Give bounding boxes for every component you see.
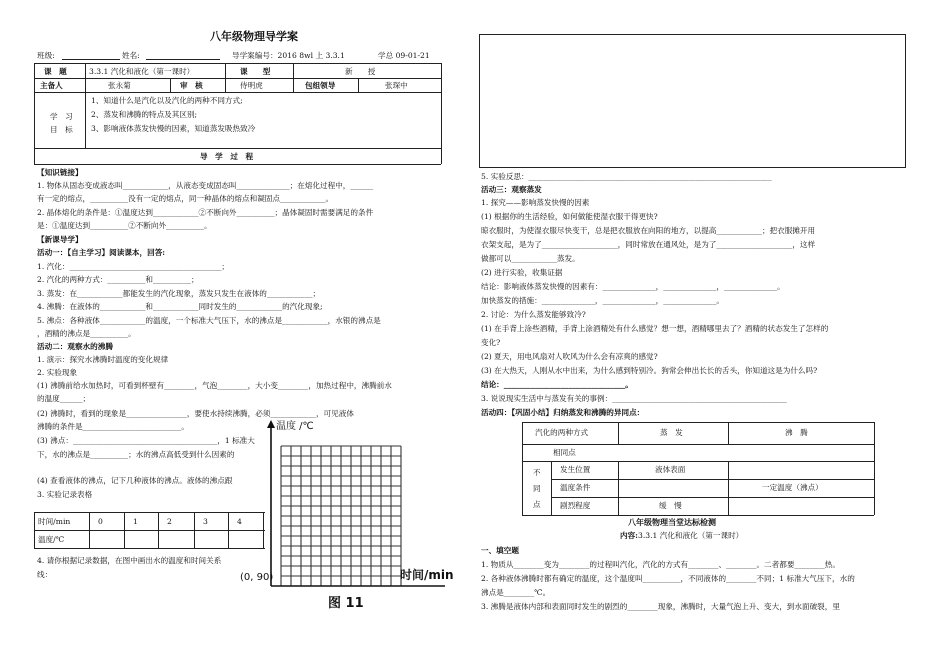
doc-code: 导学案编号：2016 8wl 上 3.3.1 [232,51,345,60]
test-subtitle-label: 内容: [620,531,638,540]
process-heading: 导 学 过 程 [200,152,254,161]
body-line: (1) 在手背上涂些酒精，手背上涂酒精处有什么感觉？想一想，酒精哪里去了？酒精的状态发生了怎样的 [481,324,829,333]
review-value: 侍明虎 [240,81,263,90]
graph-caption: 图 11 [328,596,364,611]
body-line: 的温度______； [37,394,91,403]
body-line: 1. 汽化：________________________________________； [37,262,229,271]
body-line: 1. 探究——影响蒸发快慢的因素 [481,198,590,207]
compare-diff-3: 点 [533,500,541,509]
body-line: 2. 晶体熔化的条件是：①温度达到____________②不断向外__________；晶体凝固时需要满足的条件 [37,208,374,217]
graph-x-label: 时间/min [400,568,454,582]
test-line: 沸点是________℃。 [481,588,551,597]
compare-same: 相同点 [553,448,576,457]
goal-1: 1、知道什么是汽化以及汽化的两种不同方式; [91,96,243,105]
time-cell: 2 [167,517,172,526]
goal-3: 3、影响液体蒸发快慢的因素，知道蒸发吸热致冷 [91,124,256,133]
topic-value: 3.3.1 汽化和液化（第一课时） [89,67,195,76]
graph-y-label: 温度 /℃ [276,421,314,432]
test-subtitle-value: 3.3.1 汽化和液化（第一课时） [638,531,744,540]
body-line: 结论：影响液体蒸发快慢的因素有：______________，______________，______________。 [481,282,785,291]
leader-value: 张琛中 [385,81,408,90]
name-field[interactable] [146,52,220,60]
body-line: 3. 说说现实生活中与蒸发有关的事例：______________________________________________ [481,394,787,403]
body-line: (3) 在大热天，人刚从水中出来，为什么感到特别冷。狗常会伸出长长的舌头，你知道这是为什么吗? [481,366,818,375]
compare-header-1: 汽化的两种方式 [535,428,589,437]
body-line: 衣架支起，是为了____________________，同时常放在通风处，是为了____________________，这样 [481,240,816,249]
body-line: 5. 沸点：各种液体____________的温度，一个标准大气压下，水的沸点是____________，水银的沸点是 [37,316,381,325]
leader-label: 包组领导 [305,81,336,90]
fill-section-heading: 一、填空题 [481,546,519,555]
goals-label-2: 目 标 [50,125,73,134]
name-label: 姓名: [122,51,140,60]
type-label: 课 型 [240,67,271,76]
body-line: 3. 蒸发：在____________都能发生的汽化现象，蒸发只发生在液体的____________； [37,289,321,298]
goal-2: 2、蒸发和沸腾的特点及其区别; [91,110,198,119]
body-line: 做都可以____________蒸发。 [481,254,580,263]
page-title: 八年级物理导学案 [210,30,298,43]
body-line: (2) 进行实验，收集证据 [481,268,563,277]
table-time-label: 时间/min [38,517,71,526]
type-value: 新 授 [345,67,376,76]
activity-1-heading: 活动一：【自主学习】阅读课本，回答: [37,248,166,257]
body-line: 有一定的熔点，__________没有一定的熔点，同一种晶体的熔点和凝固点____________。 [37,194,334,203]
compare-diff-1: 不 [533,468,541,477]
table-temp-label: 温度/℃ [38,535,65,544]
body-line: (4) 查看液体的沸点，记下几种液体的沸点。液体的沸点跟 [37,476,233,485]
class-field[interactable] [62,52,120,60]
conclusion-line: 结论：________________________________。 [481,380,633,389]
test-title: 八年级物理当堂达标检测 [628,517,716,527]
time-cell: 1 [133,517,138,526]
reflection-box [479,34,906,168]
class-label: 班级: [37,51,55,60]
body-line: 5. 实验反思：________________________________________________________________ [481,172,772,181]
compare-cell: 缓 慢 [659,501,682,510]
body-line: 是：①温度达到__________②不断向外__________。 [37,221,212,230]
time-cell: 4 [237,517,242,526]
compare-row-label: 剧烈程度 [560,501,591,510]
body-line: 加快蒸发的措施：______________，______________，______________。 [481,296,724,305]
author-label: 主备人 [40,81,63,90]
test-subtitle [620,531,743,540]
body-line: 下，水的沸点是__________；水的沸点高低受到什么因素的 [37,450,235,459]
body-line: 2. 实验现象 [37,368,78,377]
activity-3-heading: 活动三：观察蒸发 [481,185,542,194]
doc-total: 学总 09-01-21 [378,51,430,60]
body-line: 沸腾的条件是__________________________。 [37,422,189,431]
body-line: (3) 沸点：______________________________________，1 标准大 [37,436,255,445]
body-line: 2. 讨论：为什么蒸发能够致冷? [481,310,586,319]
body-line: 2. 汽化的两种方式：__________和__________； [37,275,199,284]
time-cell: 3 [203,517,208,526]
compare-cell: 液体表面 [655,465,686,474]
body-line: ，酒精的沸点是__________。 [37,329,136,338]
new-lesson-heading: 【新课导学】 [37,235,83,244]
compare-cell: 一定温度（沸点） [762,483,823,492]
compare-row-label: 温度条件 [560,483,591,492]
time-cell: 0 [98,517,103,526]
body-line: (1) 根据你的生活经验，如何做能使湿衣服干得更快? [481,212,658,221]
body-line: 变化? [481,338,501,347]
goals-label-1: 学 习 [50,112,73,121]
body-line: 4. 沸腾：在液体的____________和____________同时发生的____________的汽化现象; [37,302,323,311]
compare-header-3: 沸 腾 [785,428,808,437]
body-line: (1) 沸腾前给水加热时，可看到杯壁有________，气泡________，大小变________，加热过程中，沸腾前水 [37,381,392,390]
graph-origin: (0, 90) [240,572,274,583]
body-line: 1. 演示：探究水沸腾时温度的变化规律 [37,355,169,364]
compare-diff-2: 同 [533,484,541,493]
compare-row-label: 发生位置 [560,465,591,474]
topic-label: 课 题 [44,67,67,76]
body-line: 线： [37,570,53,579]
knowledge-link-heading: 【知识链接】 [37,168,83,177]
body-line: 1. 物体从固态变成液态叫____________，从液态变成固态叫______________；在熔化过程中，______ [37,181,374,190]
test-line: 3. 沸腾是液体内部和表面同时发生的剧烈的________现象，沸腾时，大量气泡上升、变大，到水面破裂，里 [481,602,840,611]
test-line: 1. 物质从________变为________的过程叫汽化，汽化的方式有________、________。二者都要________热。 [481,560,840,569]
body-line: 3. 实验记录表格 [37,490,93,499]
body-line: (2) 夏天，用电风扇对人吹风为什么会有凉爽的感觉? [481,352,658,361]
compare-header-2: 蒸 发 [660,428,683,437]
author-value: 张永菊 [108,81,131,90]
activity-4-heading: 活动四：【巩固小结】归纳蒸发和沸腾的异同点： [481,408,645,417]
review-label: 审 核 [180,81,203,90]
body-line: 晾衣服时，为使湿衣服尽快变干，总是把衣服放在向阳的地方，以提高____________；把衣服摊开用 [481,226,816,235]
activity-2-heading: 活动二：观察水的沸腾 [37,342,113,351]
body-line: 4. 请你根据记录数据，在图中画出水的温度和时间关系 [37,556,222,565]
test-line: 2. 各种液体沸腾时都有确定的温度，这个温度叫__________，不同液体的________不同；1 标准大气压下，水的 [481,574,855,583]
body-line: (2) 沸腾时，看到的现象是________________，要使水持续沸腾，必须____________，可见液体 [37,409,354,418]
